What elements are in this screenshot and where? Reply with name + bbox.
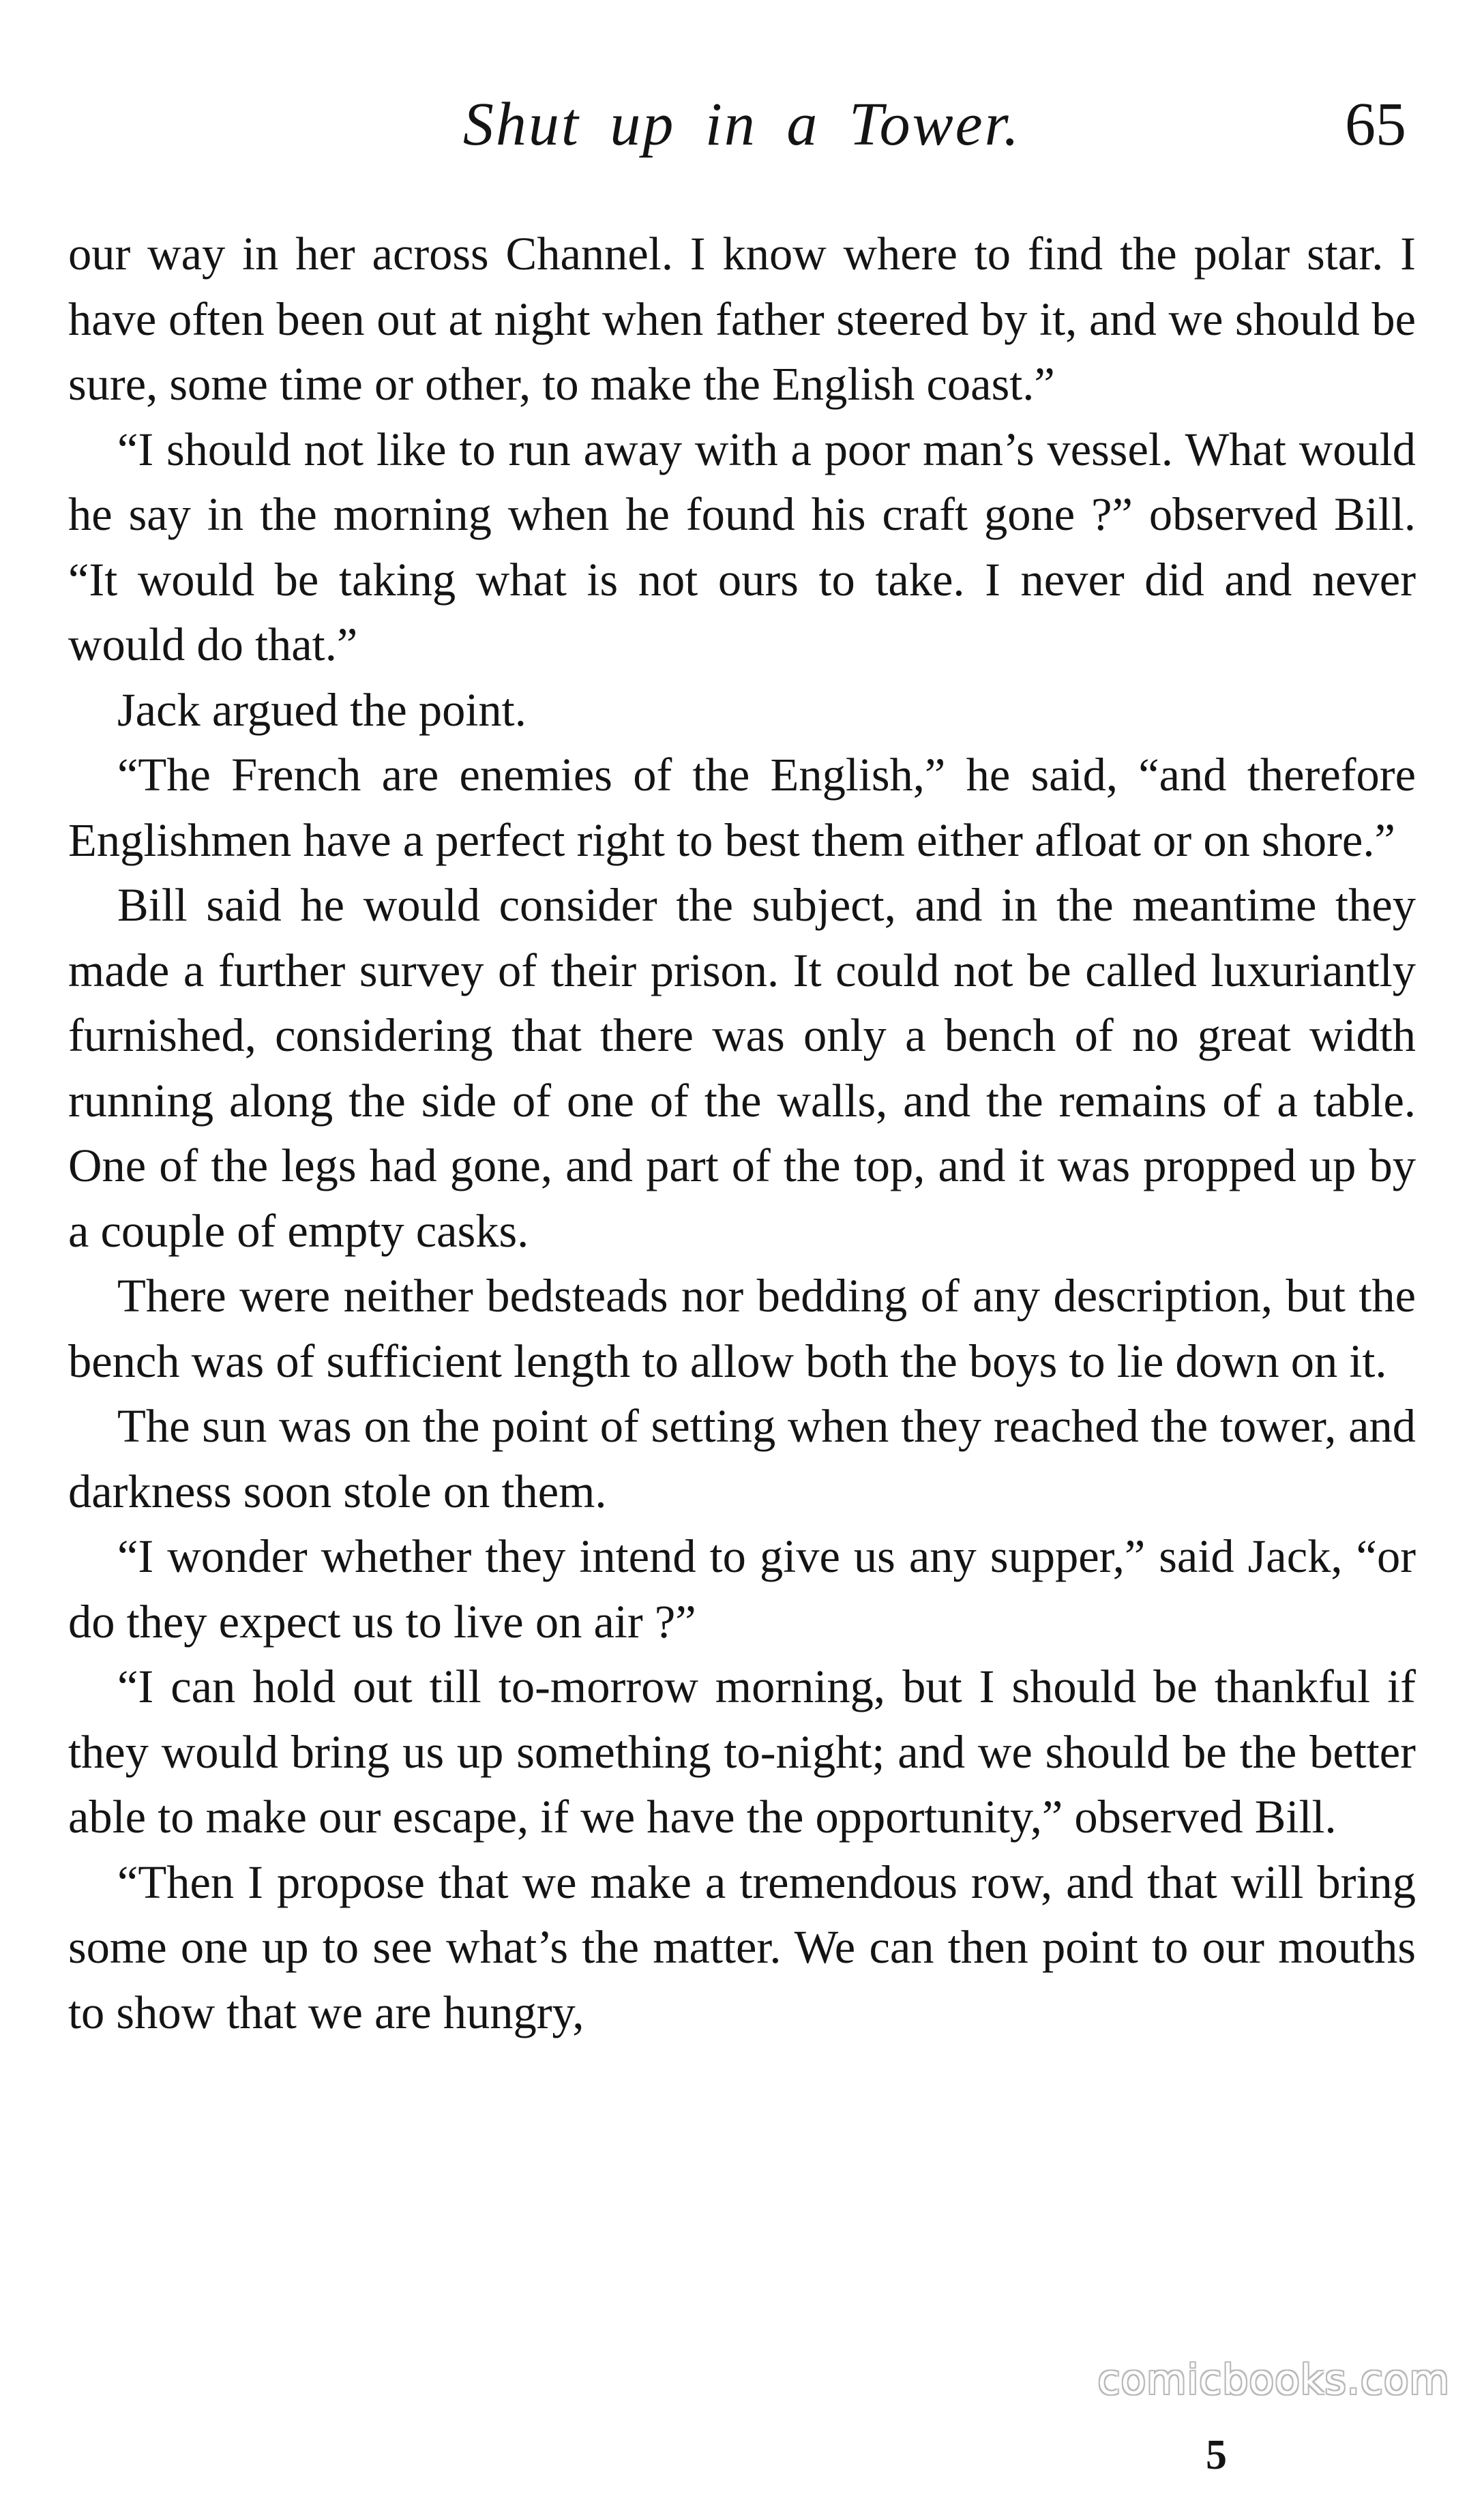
paragraph: There were neither bedsteads nor bedding of any description, but the bench was of sufficient length to allow both the boys to lie down on it. [68, 1270, 1416, 1387]
paragraph: “The French are enemies of the English,” he said, “and therefore Englishmen have a perfect right to best them either afloat or on shore.” [68, 749, 1416, 866]
body-text [68, 222, 1416, 2045]
page-number: 65 [1345, 91, 1406, 158]
signature-mark: 5 [1206, 2432, 1227, 2478]
running-head [68, 87, 1416, 169]
paragraph: “I should not like to run away with a poor man’s vessel. What would he say in the morning when he found his craft gone ?” observed Bill. “It would be taking what is not ours to take. I never did and never would do that.” [68, 423, 1416, 670]
paragraph: “I can hold out till to-morrow morning, but I should be thankful if they would bring us up something to-night; and we should be the better able to make our escape, if we have the opportunity,” observed Bill. [68, 1661, 1416, 1843]
paragraph: Bill said he would consider the subject, and in the meantime they made a further survey of their prison. It could not be called luxuriantly furnished, considering that there was only a bench of no great width running along the side of one of the walls, and the remains of a table. One of the legs had gone, and part of the top, and it was propped up by a couple of empty casks. [68, 879, 1416, 1257]
paragraph: The sun was on the point of setting when they reached the tower, and darkness soon stole on them. [68, 1400, 1416, 1517]
paragraph: Jack argued the point. [117, 683, 526, 736]
paragraph: “I wonder whether they intend to give us any supper,” said Jack, “or do they expect us to live on air ?” [68, 1530, 1416, 1648]
paragraph: “Then I propose that we make a tremendous row, and that will bring some one up to see what’s the matter. We can then point to our mouths to show that we are hungry, [68, 1856, 1416, 2038]
running-title: Shut up in a Tower. [462, 91, 1022, 158]
watermark: comicbooks.com [1097, 2356, 1450, 2404]
paragraph: our way in her across Channel. I know where to find the polar star. I have often been out at night when father steered by it, and we should be sure, some time or other, to make the English coast.” [68, 228, 1416, 410]
